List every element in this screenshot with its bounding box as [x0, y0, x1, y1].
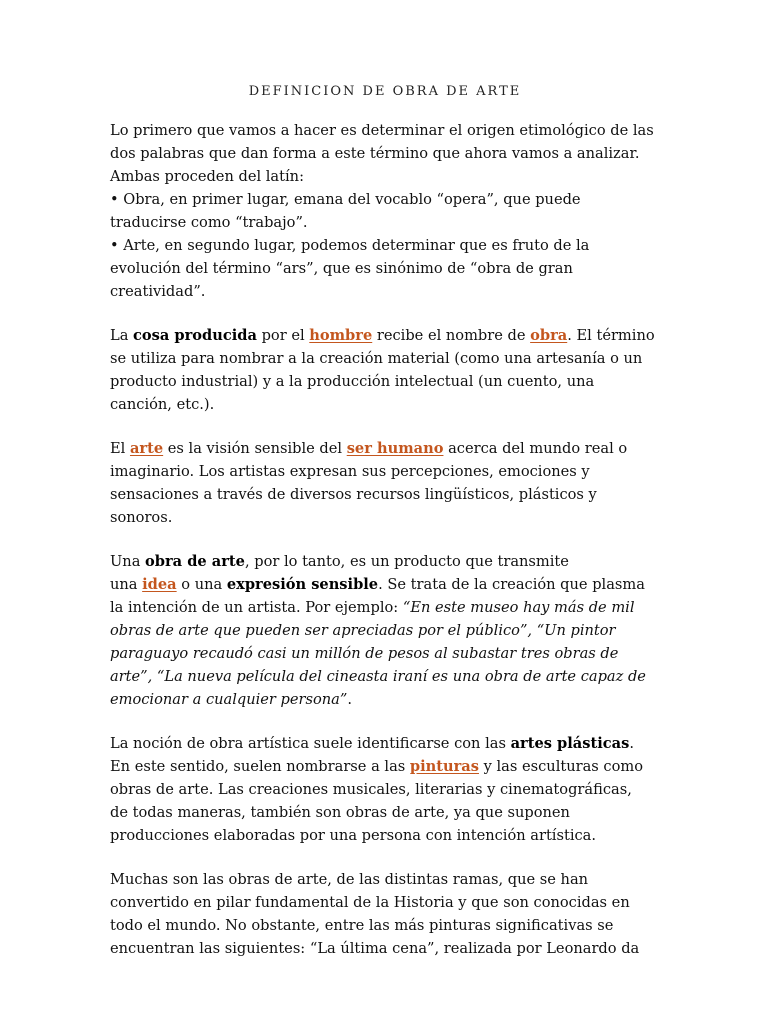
text-line	[110, 688, 660, 711]
document-body	[110, 84, 660, 981]
text: .	[347, 691, 352, 708]
text: Una	[110, 553, 146, 570]
text: .	[629, 735, 634, 752]
text-line: Muchas son las obras de arte, de las distintas ramas, que se han	[110, 871, 589, 888]
text-line: convertido en pilar fundamental de la Historia y que son conocidas en	[110, 894, 630, 911]
paragraph-etymology	[110, 119, 660, 303]
text-line: encuentran las siguientes: “La última cena”, realizada por Leonardo da	[110, 940, 640, 957]
link-hombre[interactable]: hombre	[309, 327, 373, 344]
text: En este sentido, suelen nombrarse a las	[110, 758, 410, 775]
text-line: creatividad”.	[110, 283, 206, 300]
document-title: DEFINICION DE OBRA DE ARTE	[248, 84, 522, 99]
text: El	[110, 440, 130, 457]
text-line: dos palabras que dan forma a este término que ahora vamos a analizar.	[110, 145, 640, 162]
text-line: producto industrial) y a la producción intelectual (un cuento, una	[110, 373, 595, 390]
text-line: imaginario. Los artistas expresan sus percepciones, emociones y	[110, 463, 590, 480]
text: acerca del mundo real o	[443, 440, 628, 457]
text: , por lo tanto, es un producto que transmite	[244, 553, 569, 570]
text: por el	[256, 327, 310, 344]
paragraph-obra-de-arte	[110, 550, 660, 711]
text: recibe el nombre de	[372, 327, 531, 344]
text-line: sonoros.	[110, 509, 173, 526]
text-line: evolución del término “ars”, que es sinónimo de “obra de gran	[110, 260, 573, 277]
text-line	[110, 573, 660, 596]
bold-term: obra de arte	[145, 553, 245, 570]
text-line	[110, 596, 660, 619]
bold-term: expresión sensible	[226, 576, 379, 593]
text-line	[110, 642, 660, 665]
link-arte[interactable]: arte	[129, 440, 164, 457]
text: o una	[176, 576, 227, 593]
bold-term: cosa producida	[133, 327, 257, 344]
text-line	[110, 665, 660, 688]
link-pinturas[interactable]: pinturas	[409, 758, 479, 775]
text-line: producciones elaboradas por una persona con intención artística.	[110, 827, 597, 844]
text: La noción de obra artística suele identificarse con las	[110, 735, 511, 752]
text-line: Ambas proceden del latín:	[110, 168, 304, 185]
text-line: sensaciones a través de diversos recursos lingüísticos, plásticos y	[110, 486, 597, 503]
text: La	[110, 327, 134, 344]
bullet-arte: • Arte, en segundo lugar, podemos determinar que es fruto de la	[110, 237, 590, 254]
italic-example: obras de arte que pueden ser apreciadas por el público”, “Un pintor	[110, 622, 616, 639]
text-line: canción, etc.).	[110, 396, 215, 413]
text-line: se utiliza para nombrar a la creación material (como una artesanía o un	[110, 350, 643, 367]
italic-example: paraguayo recaudó casi un millón de pesos al subastar tres obras de	[110, 645, 619, 662]
text: . Se trata de la creación que plasma	[378, 576, 645, 593]
text: la intención de un artista. Por ejemplo:	[110, 599, 403, 616]
text-line	[110, 755, 660, 778]
text: . El término	[567, 327, 655, 344]
text: es la visión sensible del	[163, 440, 347, 457]
paragraph-obra	[110, 324, 660, 416]
text-line	[110, 619, 660, 642]
text: y las esculturas como	[478, 758, 644, 775]
text-line	[110, 550, 660, 573]
italic-example: emocionar a cualquier persona”	[110, 691, 348, 708]
text-line: obras de arte. Las creaciones musicales, literarias y cinematográficas,	[110, 781, 632, 798]
paragraph-artes-plasticas	[110, 732, 660, 847]
italic-example: arte”, “La nueva película del cineasta iraní es una obra de arte capaz de	[110, 668, 646, 685]
text-line: traducirse como “trabajo”.	[110, 214, 308, 231]
italic-example: “En este museo hay más de mil	[402, 599, 635, 616]
bold-term: artes plásticas	[510, 735, 630, 752]
text-line: todo el mundo. No obstante, entre las más pinturas significativas se	[110, 917, 614, 934]
link-obra[interactable]: obra	[530, 327, 568, 344]
paragraph-famous-works	[110, 868, 660, 960]
bullet-obra: • Obra, en primer lugar, emana del vocablo “opera”, que puede	[110, 191, 581, 208]
text: una	[110, 576, 143, 593]
text-line	[110, 437, 660, 460]
text-line: de todas maneras, también son obras de arte, ya que suponen	[110, 804, 570, 821]
text-line	[110, 324, 660, 347]
text-line: Lo primero que vamos a hacer es determinar el origen etimológico de las	[110, 122, 654, 139]
link-ser-humano[interactable]: ser humano	[346, 440, 444, 457]
link-idea[interactable]: idea	[142, 576, 177, 593]
text-line	[110, 732, 660, 755]
paragraph-arte	[110, 437, 660, 529]
